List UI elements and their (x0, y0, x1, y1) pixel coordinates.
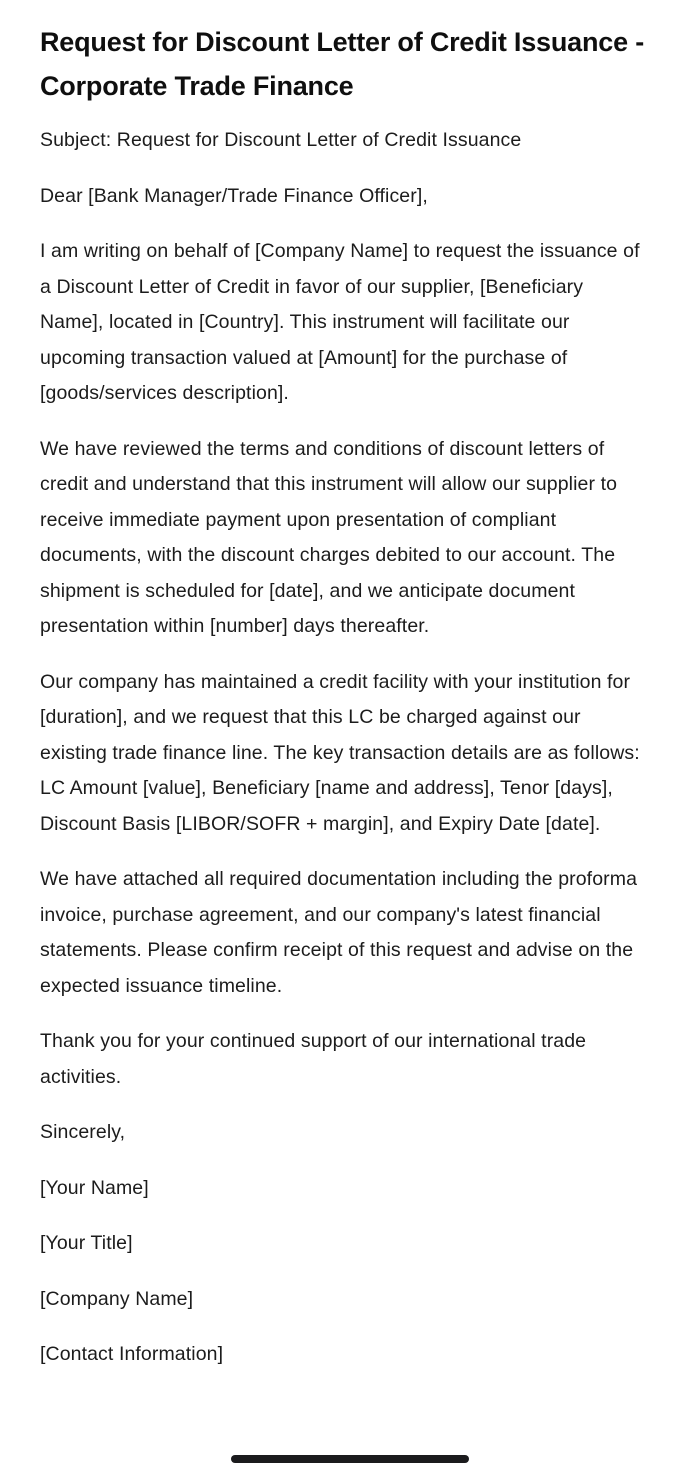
signature-placeholder-company: [Company Name] (40, 1287, 194, 1310)
signature-placeholder-title: [Your Title] (40, 1232, 133, 1255)
page-title: Request for Discount Letter of Credit Issuance - Corporate Trade Finance (40, 27, 644, 101)
body-paragraph-transaction-details: Our company has maintained a credit facility with your institution for [duration], and we request that this LC be charged against our existing trade finance line. The key transaction details are as follows: LC Amount [value], Beneficiary [name and address], Tenor [days], Discount Basis [LIBOR/SOFR + margin], and Expiry Date [date]. (40, 670, 640, 835)
signature-placeholder-name: [Your Name] (40, 1176, 149, 1199)
closing: Sincerely, (40, 1121, 126, 1144)
body-paragraph-introduction: I am writing on behalf of [Company Name] to request the issuance of a Discount Letter of Credit in favor of our supplier, [Beneficiary Name], located in [Country]. This instrument will facilitate our upcoming transaction valued at [Amount] for the purchase of [goods/services description]. (40, 240, 640, 405)
body-paragraph-attachments: We have attached all required documentation including the proforma invoice, purchase agreement, and our company's latest financial statements. Please confirm receipt of this request and advise on the expected issuance timeline. (40, 868, 638, 997)
salutation: Dear [Bank Manager/Trade Finance Officer], (40, 184, 428, 207)
subject-line: Subject: Request for Discount Letter of Credit Issuance (40, 129, 522, 152)
home-indicator[interactable] (231, 1455, 469, 1463)
body-paragraph-thanks: Thank you for your continued support of our international trade activities. (40, 1030, 587, 1088)
signature-placeholder-contact: [Contact Information] (40, 1343, 224, 1366)
body-paragraph-terms: We have reviewed the terms and conditions of discount letters of credit and understand that this instrument will allow our supplier to receive immediate payment upon presentation of compliant documents, with the discount charges debited to our account. The shipment is scheduled for [date], and we anticipate document presentation within [number] days thereafter. (40, 437, 618, 638)
